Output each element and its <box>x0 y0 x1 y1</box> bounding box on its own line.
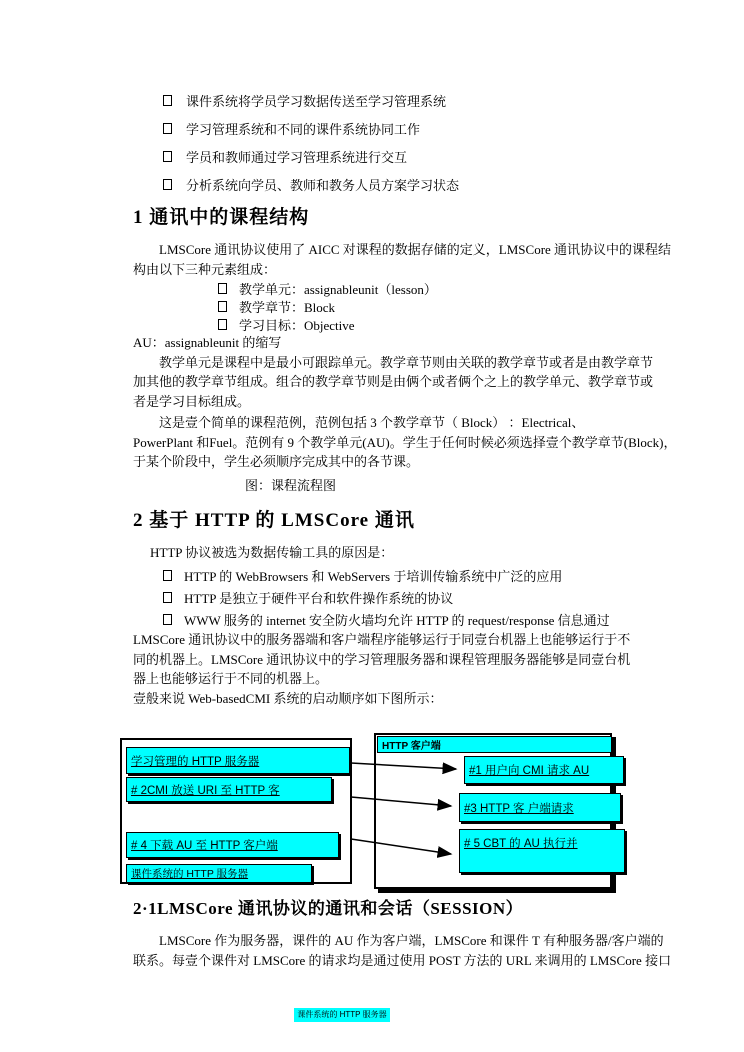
section21-heading: 2·1LMSCore 通讯协议的通讯和会话（SESSION） <box>133 899 524 918</box>
section2-heading: 2 基于 HTTP 的 LMSCore 通讯 <box>133 509 415 531</box>
section2-intro: HTTP 协议被选为数据传输工具的原因是： <box>150 544 394 560</box>
document-content <box>131 86 677 970</box>
square-bullet-icon <box>218 301 227 312</box>
square-bullet-icon <box>218 283 227 294</box>
square-bullet-icon <box>163 123 172 134</box>
paragraph-line: 加其他的教学章节组成。组合的教学章节则是由俩个或者俩个之上的教学单元、教学章节或 <box>133 374 654 389</box>
square-bullet-icon <box>163 95 172 106</box>
bullet-text: 学员和教师通过学习管理系统进行交互 <box>186 149 408 165</box>
bullet-item <box>133 297 615 315</box>
diagram-box-step5 <box>459 829 625 873</box>
bullet-text: 教学单元：assignableunit（lesson） <box>239 281 437 297</box>
section1-para2 <box>133 353 654 412</box>
diagram-label: HTTP 客户端 <box>382 741 441 752</box>
diagram-box-lms-http-server <box>126 747 350 774</box>
square-bullet-icon <box>218 319 227 330</box>
bullet-item <box>133 564 615 586</box>
bullet-item <box>133 586 615 608</box>
bullet-text: 分析系统向学员、教师和教务人员方案学习状态 <box>186 177 460 193</box>
diagram-label: #1 用户向 CMI 请求 AU <box>469 765 590 777</box>
bullet-text: HTTP 是独立于硬件平台和软件操作系统的协议 <box>184 590 454 606</box>
paragraph-line: 同的机器上。LMSCore 通讯协议中的学习管理服务器和课程管理服务器能够是同壹台机 <box>133 651 631 667</box>
bullet-text: 课件系统将学员学习数据传送至学习管理系统 <box>186 93 447 109</box>
paragraph-line: LMSCore 作为服务器，课件的 AU 作为客户端，LMSCore 和课件 T 有种服务器/客户端的 <box>159 933 664 948</box>
diagram-label: # 2CMI 放送 URI 至 HTTP 客 <box>131 784 280 797</box>
section1-para1 <box>133 240 672 279</box>
square-bullet-icon <box>163 614 172 625</box>
paragraph-line: 联系。每壹个课件对 LMSCore 的请求均是通过使用 POST 方法的 URL 来调用的 LMSCore 接口 <box>133 952 672 968</box>
bullet-item <box>133 279 615 297</box>
bullet-text: HTTP 的 WebBrowsers 和 WebServers 于培训传输系统中广泛的应用 <box>184 568 563 584</box>
paragraph-line: LMSCore 通讯协议中的服务器端和客户端程序能够运行于同壹台机器上也能够运行于不 <box>133 632 631 647</box>
square-bullet-icon <box>163 151 172 162</box>
paragraph-line: 器上也能够运行于不同的机器上。 <box>133 671 329 686</box>
section21-para <box>133 931 672 970</box>
bullet-text: 学习管理系统和不同的课件系统协同工作 <box>186 121 421 137</box>
diagram-label: # 5 CBT 的 AU 执行并 <box>464 838 578 850</box>
square-bullet-icon <box>163 179 172 190</box>
diagram-box-courseware-server <box>126 864 312 883</box>
au-note: AU：assignableunit 的缩写 <box>133 335 282 350</box>
section1-bullet-list <box>133 279 615 333</box>
diagram-box-step3 <box>459 793 621 822</box>
paragraph-line: PowerPlant 和Fuel。范例有 9 个教学单元(AU)。学生于任何时候必须选择壹个教学章节(Block)， <box>133 434 677 450</box>
startup-sequence-diagram <box>120 733 630 891</box>
diagram-box-step1 <box>464 756 624 784</box>
bullet-item <box>133 114 615 142</box>
bullet-text: 学习目标：Objective <box>239 317 355 333</box>
paragraph-line: 教学单元是课程中是最小可跟踪单元。教学章节则由关联的教学章节或者是由教学章节 <box>159 354 654 370</box>
diagram-label: 课件系统的 HTTP 服务器 <box>131 868 249 880</box>
section1-para3 <box>133 413 677 472</box>
bullet-item <box>133 86 615 114</box>
square-bullet-icon <box>163 570 172 581</box>
paragraph-line: 者是学习目标组成。 <box>133 393 251 409</box>
bullet-text: WWW 服务的 internet 安全防火墙均允许 HTTP 的 request/response 信息通过 <box>184 612 610 628</box>
diagram-http-client-header <box>377 736 612 753</box>
section1-heading: 1 通讯中的课程结构 <box>133 207 310 228</box>
page-bottom-highlight: 课件系统的 HTTP 服务器 <box>294 1008 390 1022</box>
paragraph-line: 构由以下三种元素组成： <box>133 261 277 277</box>
diagram-label: # 4 下载 AU 至 HTTP 客户端 <box>131 840 278 852</box>
section2-para <box>133 630 631 689</box>
diagram-label: 学习管理的 HTTP 服务器 <box>131 755 260 768</box>
diagram-box-step4 <box>126 832 339 858</box>
bullet-item <box>133 142 615 170</box>
top-bullet-list <box>133 86 615 198</box>
square-bullet-icon <box>163 592 172 603</box>
diagram-box-step2 <box>126 777 332 802</box>
paragraph-line: 于某个阶段中，学生必须顺序完成其中的各节课。 <box>133 454 420 469</box>
section2-bullet-list <box>133 564 615 630</box>
bullet-item <box>133 315 615 333</box>
bullet-item <box>133 608 615 630</box>
diagram-intro-line: 壹般来说 Web-basedCMI 系统的启动顺序如下图所示： <box>133 690 443 706</box>
figure-caption: 图：课程流程图 <box>245 477 337 493</box>
paragraph-line: LMSCore 通讯协议使用了 AICC 对课程的数据存储的定义，LMSCore 通讯协议中的课程结 <box>159 242 672 257</box>
paragraph-line: 这是壹个简单的课程范例，范例包括 3 个教学章节（ Block） ：Electrical、 <box>159 415 585 430</box>
bullet-item <box>133 170 615 198</box>
bullet-text: 教学章节：Block <box>239 299 336 315</box>
diagram-label: #3 HTTP 客 户端请求 <box>464 802 574 815</box>
